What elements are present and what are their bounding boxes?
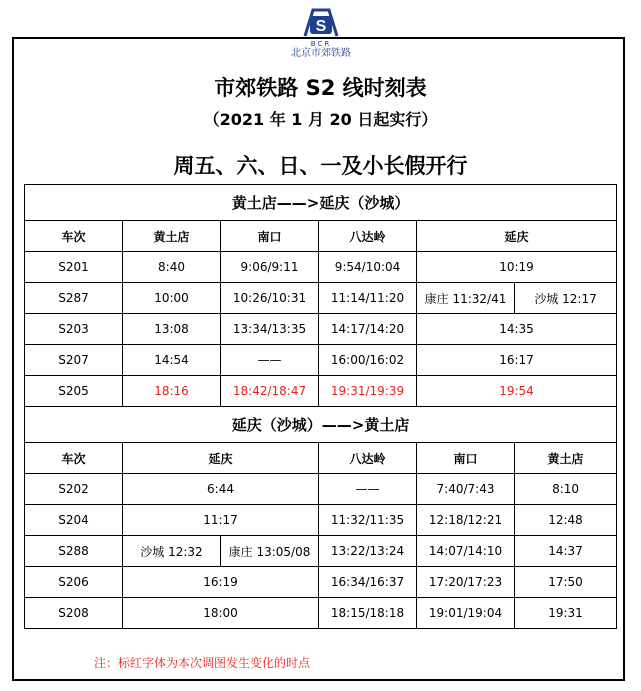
time-cell: 14:07/14:10	[417, 536, 515, 567]
column-header: 延庆	[417, 221, 617, 252]
time-cell: 17:50	[515, 567, 617, 598]
changed-time-cell: 19:54	[417, 376, 617, 407]
table-row	[25, 536, 617, 567]
time-cell: 14:37	[515, 536, 617, 567]
time-cell: 8:40	[123, 252, 221, 283]
section-heading-outbound: 黄土店——>延庆（沙城）	[25, 185, 617, 221]
column-header: 车次	[25, 221, 123, 252]
table-row	[25, 283, 617, 314]
time-cell: 19:01/19:04	[417, 598, 515, 629]
page-title: 市郊铁路 S2 线时刻表	[214, 76, 427, 100]
time-cell: ——	[319, 474, 417, 505]
train-number: S203	[25, 314, 123, 345]
time-cell: 18:00	[123, 598, 319, 629]
train-number: S201	[25, 252, 123, 283]
table-row	[25, 376, 617, 407]
table-row	[25, 314, 617, 345]
time-cell: 8:10	[515, 474, 617, 505]
time-cell: 16:00/16:02	[319, 345, 417, 376]
section-heading-row	[25, 407, 617, 443]
time-cell: 7:40/7:43	[417, 474, 515, 505]
table-row	[25, 567, 617, 598]
train-number: S208	[25, 598, 123, 629]
time-cell: 10:00	[123, 283, 221, 314]
footnote: 注：标红字体为本次调图发生变化的时点	[94, 656, 311, 670]
logo-english-text: BCR	[310, 40, 332, 48]
time-cell: 14:54	[123, 345, 221, 376]
operating-days: 周五、六、日、一及小长假开行	[173, 154, 468, 178]
time-cell: 17:20/17:23	[417, 567, 515, 598]
train-number: S287	[25, 283, 123, 314]
column-header: 黄土店	[515, 443, 617, 474]
column-header: 八达岭	[319, 221, 417, 252]
train-number: S207	[25, 345, 123, 376]
changed-time-cell: 18:16	[123, 376, 221, 407]
table-row	[25, 474, 617, 505]
logo-chinese-text: 北京市郊铁路	[291, 48, 351, 59]
changed-time-cell: 19:31/19:39	[319, 376, 417, 407]
section-heading-return: 延庆（沙城）——>黄土店	[25, 407, 617, 443]
changed-time-cell: 18:42/18:47	[221, 376, 319, 407]
header-row	[25, 221, 617, 252]
time-cell: 10:19	[417, 252, 617, 283]
table-row	[25, 598, 617, 629]
time-cell: 9:06/9:11	[221, 252, 319, 283]
timetable	[24, 184, 617, 629]
time-cell: 11:17	[123, 505, 319, 536]
train-number: S206	[25, 567, 123, 598]
column-header: 南口	[221, 221, 319, 252]
table-row	[25, 505, 617, 536]
table-row	[25, 345, 617, 376]
time-cell: 16:19	[123, 567, 319, 598]
time-cell: 10:26/10:31	[221, 283, 319, 314]
column-header: 八达岭	[319, 443, 417, 474]
time-cell: 14:35	[417, 314, 617, 345]
train-number: S288	[25, 536, 123, 567]
column-header: 南口	[417, 443, 515, 474]
column-header: 延庆	[123, 443, 319, 474]
time-cell: 13:34/13:35	[221, 314, 319, 345]
time-cell: 康庄 13:05/08	[221, 536, 319, 567]
time-cell: 13:08	[123, 314, 221, 345]
time-cell: 沙城 12:17	[515, 283, 617, 314]
section-heading-row	[25, 185, 617, 221]
time-cell: 12:48	[515, 505, 617, 536]
time-cell: 9:54/10:04	[319, 252, 417, 283]
effective-date: （2021 年 1 月 20 日起实行）	[203, 110, 438, 129]
time-cell: ——	[221, 345, 319, 376]
time-cell: 16:17	[417, 345, 617, 376]
time-cell: 16:34/16:37	[319, 567, 417, 598]
time-cell: 12:18/12:21	[417, 505, 515, 536]
table-row	[25, 252, 617, 283]
header-row	[25, 443, 617, 474]
train-number: S205	[25, 376, 123, 407]
time-cell: 6:44	[123, 474, 319, 505]
time-cell: 18:15/18:18	[319, 598, 417, 629]
column-header: 车次	[25, 443, 123, 474]
time-cell: 19:31	[515, 598, 617, 629]
svg-text:S: S	[315, 18, 327, 35]
time-cell: 11:14/11:20	[319, 283, 417, 314]
time-cell: 康庄 11:32/41	[417, 283, 515, 314]
time-cell: 沙城 12:32	[123, 536, 221, 567]
train-number: S202	[25, 474, 123, 505]
train-number: S204	[25, 505, 123, 536]
column-header: 黄土店	[123, 221, 221, 252]
time-cell: 13:22/13:24	[319, 536, 417, 567]
time-cell: 11:32/11:35	[319, 505, 417, 536]
time-cell: 14:17/14:20	[319, 314, 417, 345]
